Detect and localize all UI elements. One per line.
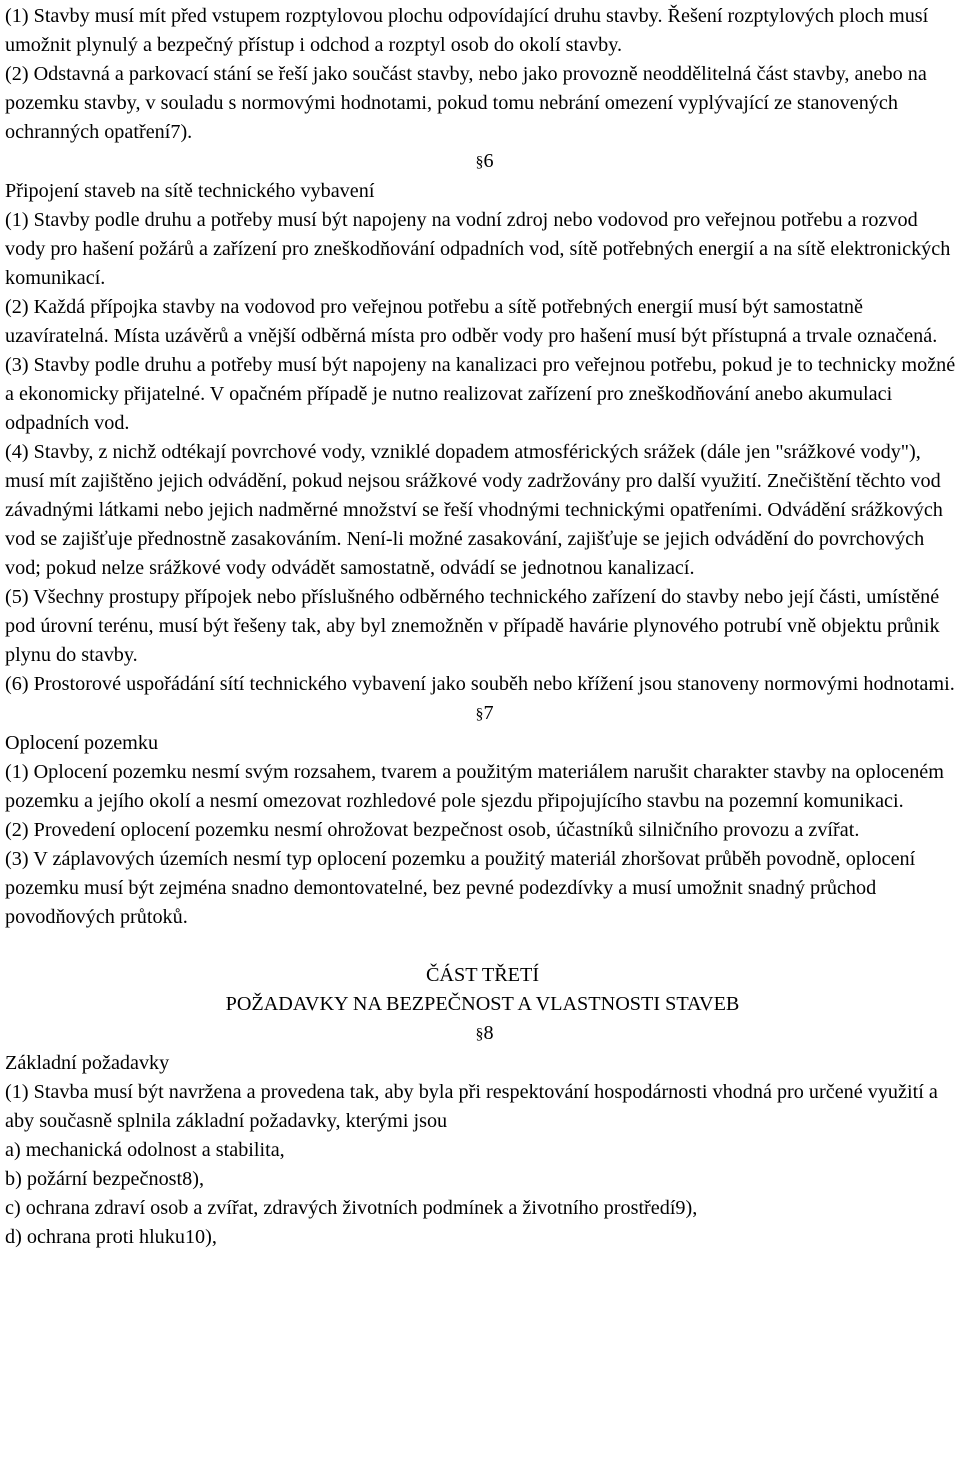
section-heading-7 xyxy=(5,699,960,729)
section-number: 7 xyxy=(483,702,494,724)
paragraph: (1) Stavby musí mít před vstupem rozptylovou plochu odpovídající druhu stavby. Řešení rozptylových ploch musí umožnit plynulý a bezpečný přístup i odchod a rozptyl osob do okolí stavby. xyxy=(5,5,929,56)
paragraph: (2) Každá přípojka stavby na vodovod pro veřejnou potřebu a sítě potřebných energií musí být samostatně uzavíratelná. Místa uzávěrů a vnější odběrná místa pro odběr vody pro hašení musí být přístupná a trvale označená. xyxy=(5,296,938,347)
paragraph: (1) Oplocení pozemku nesmí svým rozsahem, tvarem a použitým materiálem narušit charakter stavby na oploceném pozemku a jejího okolí a nesmí omezovat rozhledové pole sjezdu připojujícího stavbu na pozemní komunikaci. xyxy=(5,761,944,812)
part-heading: ČÁST TŘETÍ xyxy=(425,964,540,986)
section-number: 8 xyxy=(483,1022,494,1044)
paragraph: (2) Provedení oplocení pozemku nesmí ohrožovat bezpečnost osob, účastníků silničního provozu a zvířat. xyxy=(5,819,860,841)
paragraph: (2) Odstavná a parkovací stání se řeší jako součást stavby, nebo jako provozně neoddělitelná část stavby, anebo na pozemku stavby, v souladu s normovými hodnotami, pokud tomu nebrání omezení vyplývající ze stanovených ochranných opatření7). xyxy=(5,63,927,143)
list-item: a) mechanická odolnost a stabilita, xyxy=(5,1139,285,1161)
section-heading-6 xyxy=(5,147,960,177)
part-subheading: POŽADAVKY NA BEZPEČNOST A VLASTNOSTI STAVEB xyxy=(225,993,740,1015)
section-symbol: § xyxy=(475,154,484,171)
document-page xyxy=(5,2,960,1252)
section-number: 6 xyxy=(483,150,494,172)
paragraph: (5) Všechny prostupy přípojek nebo příslušného odběrného technického zařízení do stavby nebo její části, umístěné pod úrovní terénu, musí být řešeny tak, aby byl znemožněn v případě havárie plynového potrubí vně objektu průnik plynu do stavby. xyxy=(5,586,940,666)
section-title: Připojení staveb na sítě technického vybavení xyxy=(5,180,375,202)
section-heading-8 xyxy=(5,1019,960,1049)
paragraph: (3) Stavby podle druhu a potřeby musí být napojeny na kanalizaci pro veřejnou potřebu, pokud je to technicky možné a ekonomicky přijatelné. V opačném případě je nutno realizovat zařízení pro zneškodňování anebo akumulaci odpadních vod. xyxy=(5,354,956,434)
paragraph: (1) Stavby podle druhu a potřeby musí být napojeny na vodní zdroj nebo vodovod pro veřejnou potřebu a rozvod vody pro hašení požárů a zařízení pro zneškodňování odpadních vod, sítě potřebných energií a na sítě elektronických komunikací. xyxy=(5,209,951,289)
spacer xyxy=(5,932,960,961)
section-title: Základní požadavky xyxy=(5,1052,170,1074)
section-title: Oplocení pozemku xyxy=(5,732,159,754)
section-symbol: § xyxy=(475,706,484,723)
paragraph: (4) Stavby, z nichž odtékají povrchové vody, vzniklé dopadem atmosférických srážek (dále jen "srážkové vody"), musí mít zajištěno jejich odvádění, pokud nejsou srážkové vody zadržovány pro další využití. Znečištění těchto vod závadnými látkami nebo jejich nadměrné množství se řeší vhodnými technickými opatřeními. Odvádění srážkových vod se zajišťuje přednostně zasakováním. Není-li možné zasakování, zajišťuje se jejich odvádění do povrchových vod; pokud nelze srážkové vody odvádět samostatně, odvádí se jednotnou kanalizací. xyxy=(5,441,943,579)
list-item: d) ochrana proti hluku10), xyxy=(5,1226,217,1248)
paragraph: (1) Stavba musí být navržena a provedena tak, aby byla při respektování hospodárnosti vhodná pro určené využití a aby současně splnila základní požadavky, kterými jsou xyxy=(5,1081,938,1132)
section-symbol: § xyxy=(475,1026,484,1043)
paragraph: (6) Prostorové uspořádání sítí technického vybavení jako souběh nebo křížení jsou stanoveny normovými hodnotami. xyxy=(5,673,955,695)
list-item: b) požární bezpečnost8), xyxy=(5,1168,204,1190)
paragraph: (3) V záplavových územích nesmí typ oplocení pozemku a použitý materiál zhoršovat průběh povodně, oplocení pozemku musí být zejména snadno demontovatelné, bez pevné podezdívky a musí umožnit snadný průchod povodňových průtoků. xyxy=(5,848,916,928)
list-item: c) ochrana zdraví osob a zvířat, zdravých životních podmínek a životního prostředí9), xyxy=(5,1197,698,1219)
